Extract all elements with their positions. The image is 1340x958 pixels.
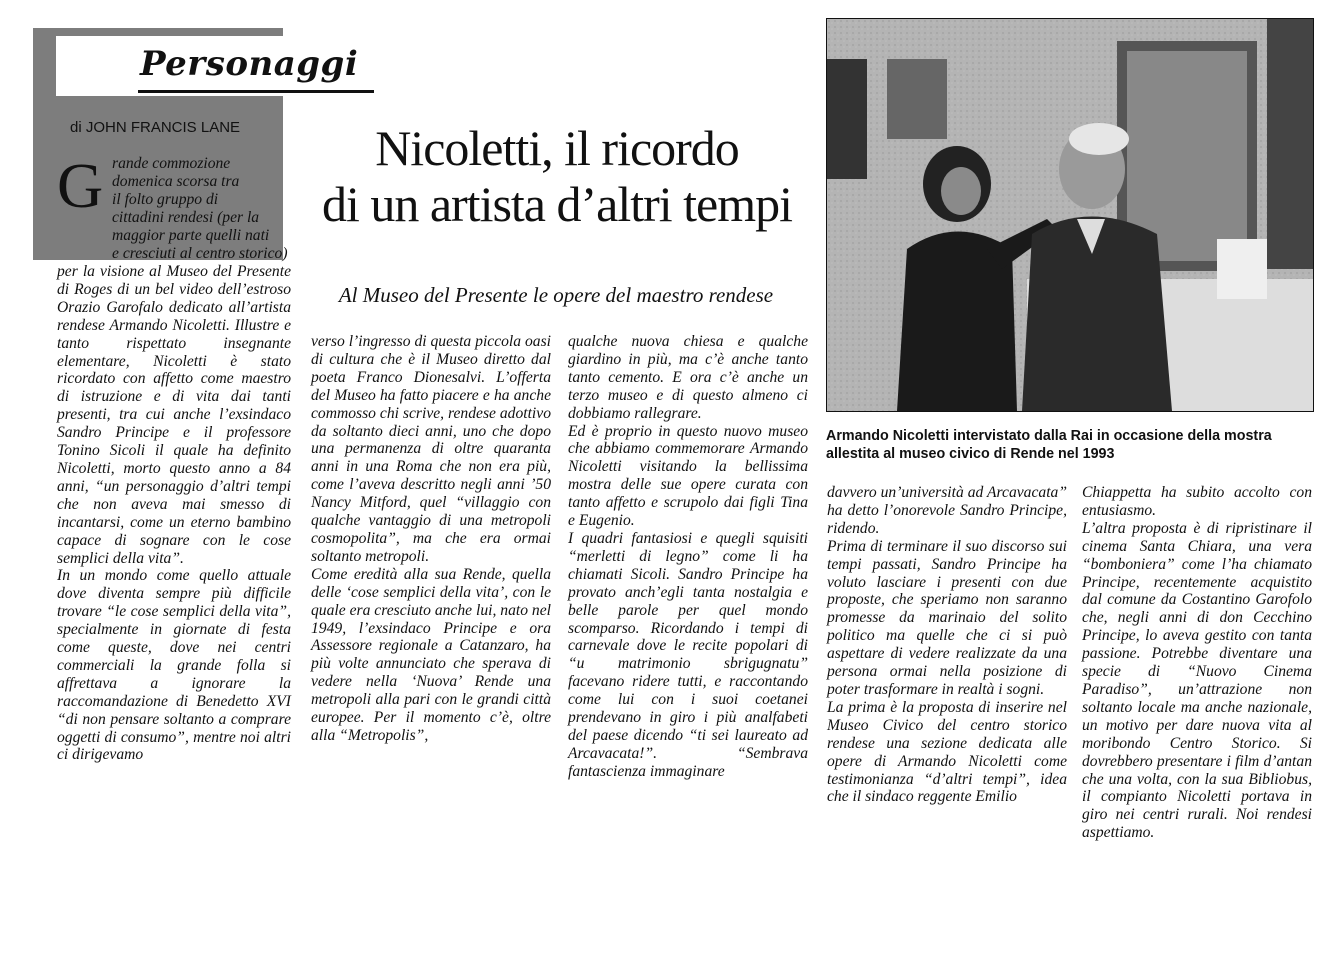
- photo-illustration: [827, 19, 1313, 411]
- photo-caption: Armando Nicoletti intervistato dalla Rai in occasione della mostra allestita al museo civico di Rende nel 1993: [826, 428, 1272, 462]
- section-title: Personaggi: [140, 44, 359, 84]
- column-3: qualche nuova chiesa e qualche giardino in più, ma c’è anche tanto tanto cemento. E ora c’è anche un terzo museo e di questo almeno ci dobbiamo rallegrare. Ed è proprio in questo nuovo museo che abbiamo commemorare Armando Nicoletti visitando la bellissima mostra delle sue opere curata con tanto affetto e scrupolo dai figli Tina e Eugenio. I quadri fantasiosi e quegli squisiti “merletti di legno” come li ha chiamati Sicoli. Sandro Principe ha provato anch’egli tanta nostalgia e belle parole per quel mondo scomparso. Ricordando i tempi di carnevale dove le recite popolari di “u matrimonio sbrigugnatu” facevano ridere tutti, e raccontando come lui con i suoi coetanei prendevano in giro i più analfabeti del paese dicendo “ti sei laureato ad Arcavacata!”. “Sembrava fantascienza immaginare: [568, 333, 808, 780]
- drop-cap: G: [57, 150, 104, 221]
- headline: Nicoletti, il ricordo di un artista d’altri tempi: [321, 120, 793, 232]
- column-2: verso l’ingresso di questa piccola oasi di cultura che è il Museo diretto dal poeta Franco Dionesalvi. L’offerta del Museo ha fatto piacere e ha anche commosso chi scrive, rendese adottivo da soltanto dieci anni, uno che dopo una permanenza di oltre quaranta anni in una Roma che non era più, come l’aveva descritto negli anni ’50 Nancy Mitford, quel “villaggio con qualche vantaggio di una metropoli cosmopolita”, ma che era ormai soltanto metropoli. Come eredità alla sua Rende, quella delle ‘cose semplici della vita’, con le quale era cresciuto anche lui, nato nel 1949, l’exsindaco Principe e ora Assessore regionale a Catanzaro, ha più volte annunciato che sperava di vedere nella ‘Nuova’ Rende una metropoli alla pari con le grandi città europee. Per il momento c’è, oltre alla “Metropolis”,: [311, 333, 551, 744]
- article-photo: [826, 18, 1314, 412]
- rubric-side-bar: [40, 36, 56, 260]
- column-1: per la visione al Museo del Presente di Roges di un bel video dell’estroso Orazio Garofalo dedicato all’artista rendese Armando Nicoletti. Illustre e tanto rispettato insegnante elementare, Nicoletti è stato ricordato con affetto come maestro di istruzione e di vita dai tanti presenti, tra cui anche l’exsindaco Sandro Principe e il professore Tonino Sicoli il quale ha definito Nicoletti, morto questo anno a 84 anni, “un personaggio d’altri tempi che non aveva mai smesso di incantarsi, come un eterno bambino capace di sognare con le cose semplici della vita”. In un mondo come quello attuale dove diventa sempre più difficile trovare “le cose semplici della vita”, specialmente in giornate di festa come queste, dove nei centri commerciali la grande folla si affrettava a ignorare la raccomandazione di Benedetto XVI “di non pensare soltanto a comprare oggetti di consumo”, mentre noi altri ci dirigevamo: [57, 263, 291, 764]
- byline: di JOHN FRANCIS LANE: [70, 119, 241, 136]
- column-5: Chiappetta ha subito accolto con entusiasmo. L’altra proposta è di ripristinare il cinema Santa Chiara, una vera “bomboniera” come l’ha chiamato Principe, recentemente acquistito dal comune da Costantino Garofolo che, negli anni di don Cecchino Principe, lo aveva gestito con tanta passione. Potrebbe diventare una specie di “Nuovo Cinema Paradiso”, un’attrazione non soltanto locale ma anche nazionale, un motivo per dare nuova vita al moribondo Centro Storico. Si dovrebbero presentare i film d’antan che una volta, con la sua Bibliobus, il compianto Nicoletti portava in giro nei centri rurali. Noi rendesi aspettiamo.: [1082, 484, 1312, 842]
- section-underline: [138, 90, 374, 93]
- column-1-lead: rande commozione domenica scorsa tra il folto gruppo di cittadini rendesi (per la maggior parte quelli nati e cresciuti al centro storico): [112, 155, 288, 262]
- subheadline: Al Museo del Presente le opere del maestro rendese: [338, 283, 774, 307]
- column-4: davvero un’università ad Arcavacata” ha detto l’onorevole Sandro Principe, ridendo. Prima di terminare il suo discorso sui tempi passati, Sandro Principe ha voluto lasciare i presenti con due proposte, che speriamo non saranno promesse da marinaio del solito politico ma quelle che ci si può aspettare di vedere realizzate da una persona ormai nella posizione di poter trasformare in realtà i sogni. La prima è la proposta di inserire nel Museo Civico del centro storico rendese una sezione dedicata alle opere di Armando Nicoletti come testimonianza “d’altri tempi”, idea che il sindaco reggente Emilio: [827, 484, 1067, 806]
